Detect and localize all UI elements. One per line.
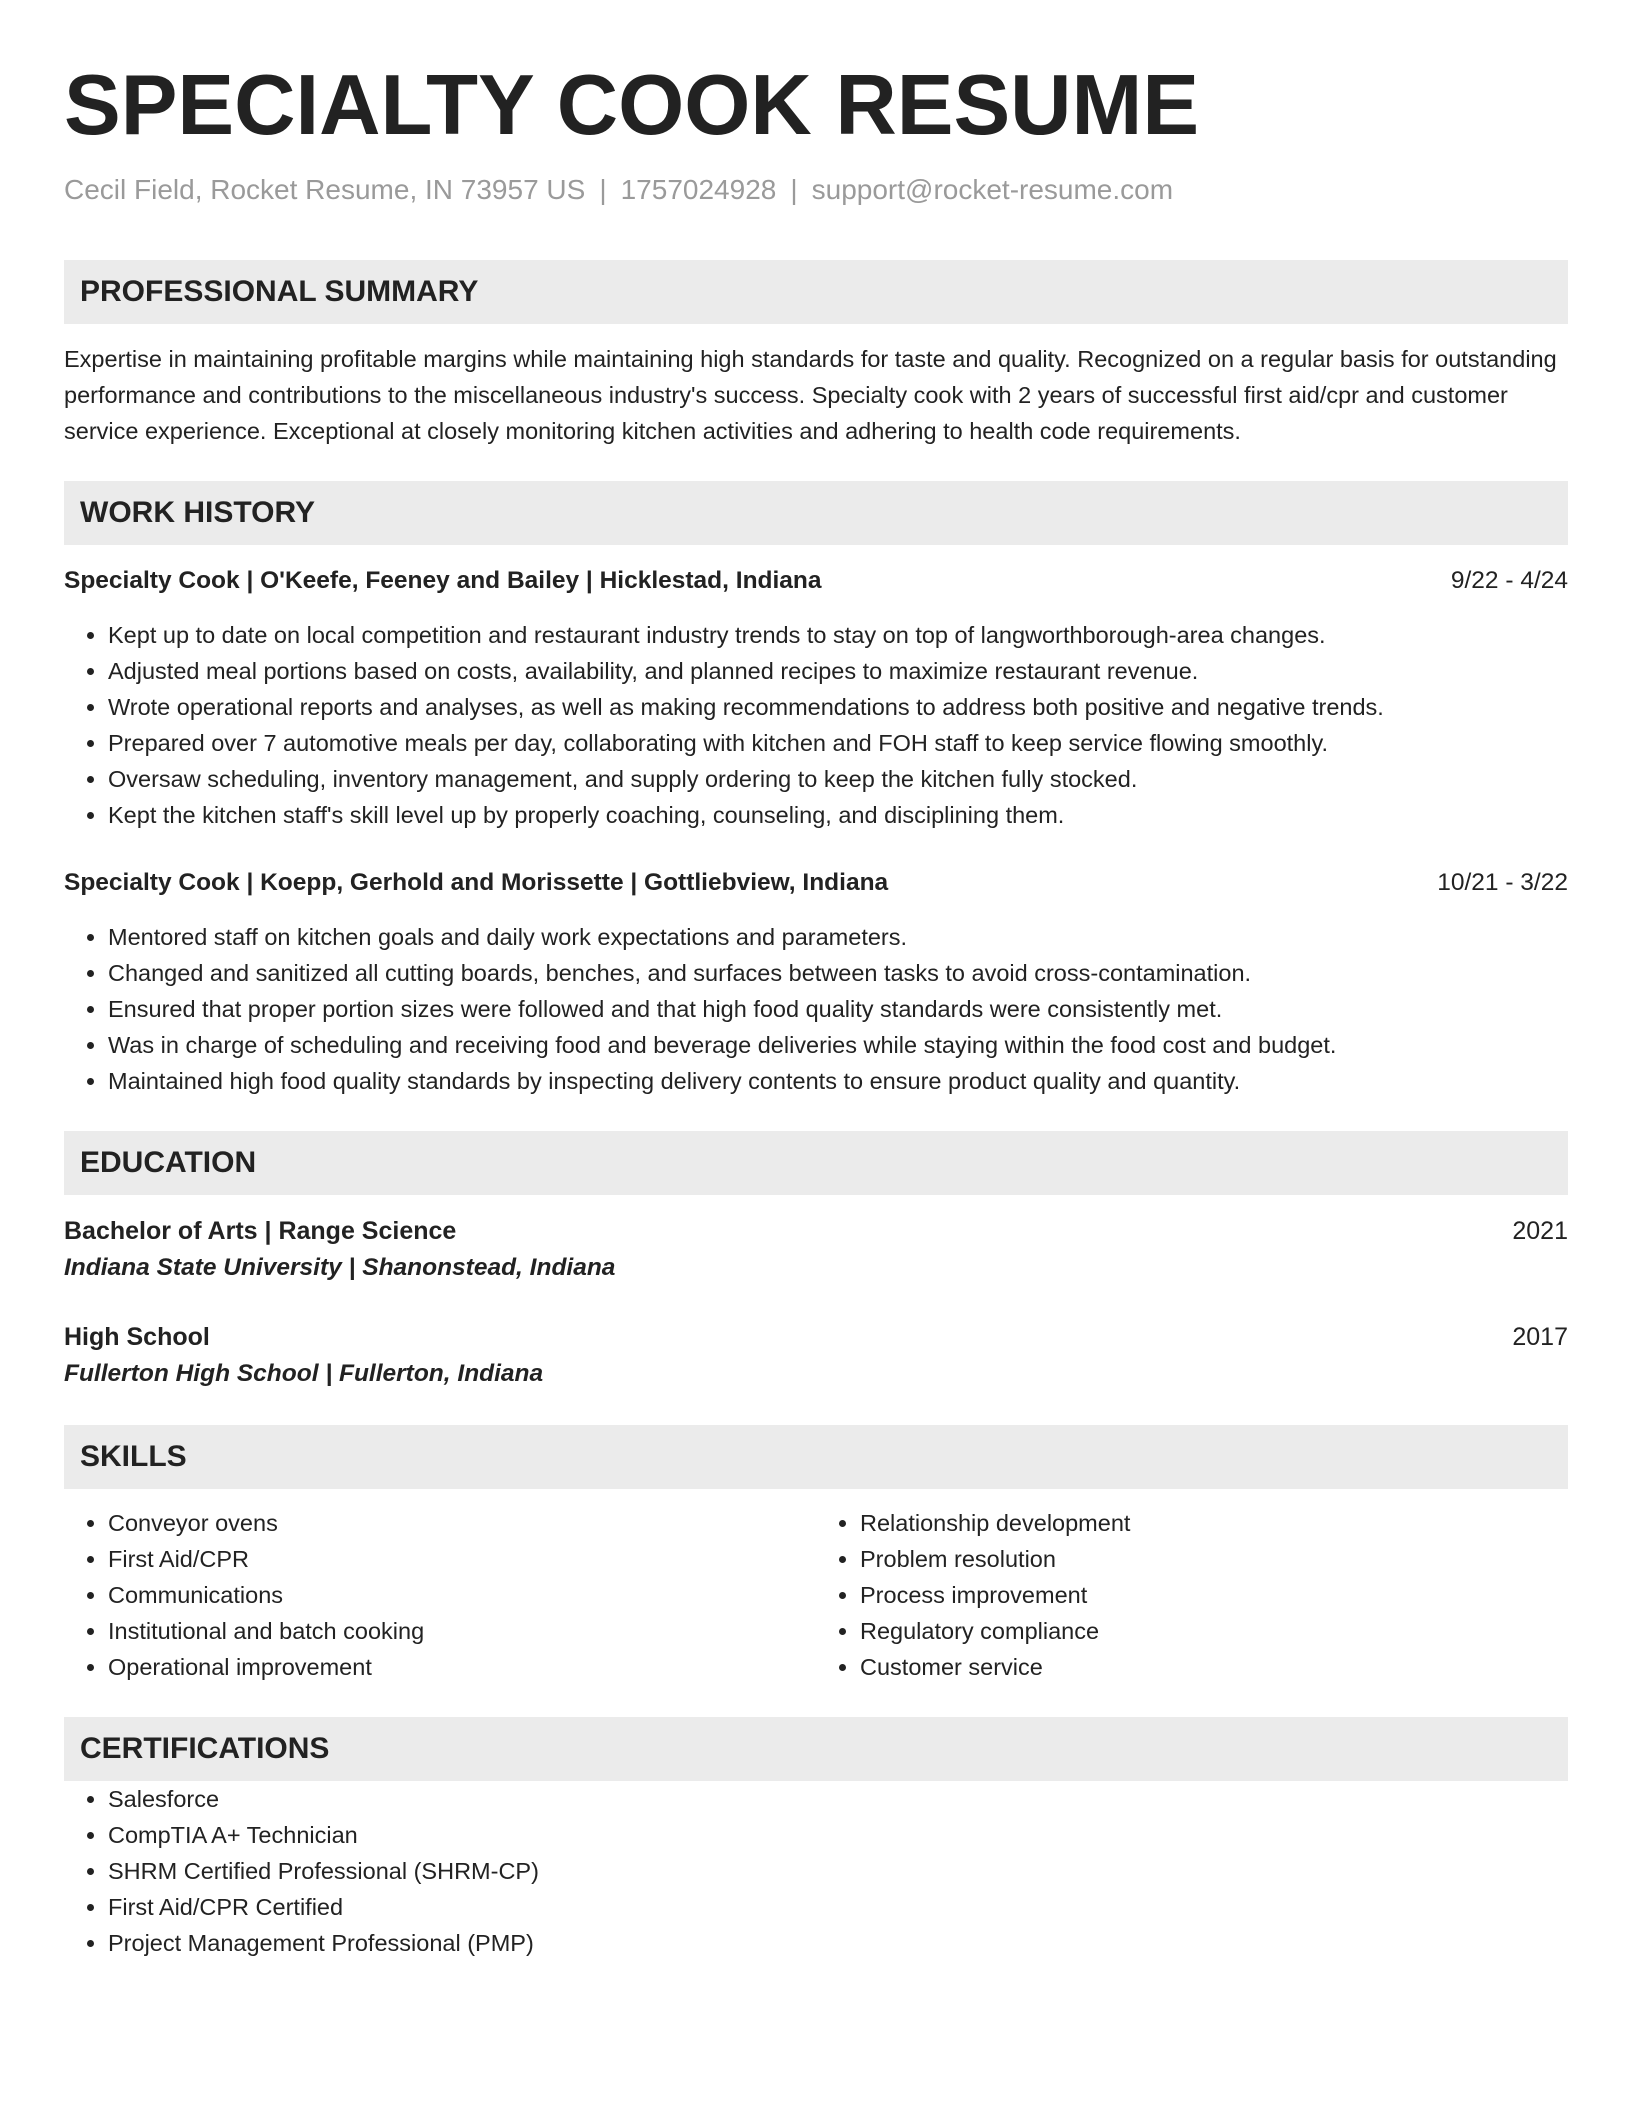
job-bullets bbox=[64, 919, 1568, 1099]
school-name: Fullerton High School | Fullerton, Indiana bbox=[64, 1360, 544, 1387]
list-item: • First Aid/CPR Certified bbox=[108, 1889, 1568, 1925]
list-item: • Kept up to date on local competition and restaurant industry trends to stay on top of langworthborough-area changes. bbox=[108, 617, 1568, 653]
list-item: • SHRM Certified Professional (SHRM-CP) bbox=[108, 1853, 1568, 1889]
certifications-list bbox=[64, 1781, 1568, 1961]
job-header bbox=[64, 865, 1568, 901]
list-item: • Communications bbox=[108, 1577, 816, 1613]
education-entry bbox=[64, 1213, 1568, 1287]
school-name: Indiana State University | Shanonstead, Indiana bbox=[64, 1254, 616, 1281]
graduation-year: 2017 bbox=[1512, 1323, 1568, 1351]
list-item: • Prepared over 7 automotive meals per day, collaborating with kitchen and FOH staff to keep service flowing smoothly. bbox=[108, 725, 1568, 761]
list-item: • Conveyor ovens bbox=[108, 1505, 816, 1541]
job-dates: 10/21 - 3/22 bbox=[1437, 869, 1568, 896]
list-item: • Relationship development bbox=[860, 1505, 1568, 1541]
summary-heading: PROFESSIONAL SUMMARY bbox=[64, 260, 1568, 324]
job-title: Specialty Cook | Koepp, Gerhold and Morissette | Gottliebview, Indiana bbox=[64, 869, 889, 896]
contact-line bbox=[64, 172, 1568, 208]
list-item: • Salesforce bbox=[108, 1781, 1568, 1817]
list-item: • Problem resolution bbox=[860, 1541, 1568, 1577]
skills-columns bbox=[64, 1505, 1568, 1685]
certifications-heading: CERTIFICATIONS bbox=[64, 1717, 1568, 1781]
summary-text: Expertise in maintaining profitable margins while maintaining high standards for taste and quality. Recognized on a regular basis for outstanding performance and contributions to the miscellaneous industry's success. Specialty cook with 2 years of successful first aid/cpr and customer service experience. Exceptional at closely monitoring kitchen activities and adhering to health code requirements. bbox=[64, 346, 1557, 444]
job-header bbox=[64, 563, 1568, 599]
degree: Bachelor of Arts | Range Science bbox=[64, 1217, 457, 1245]
contact-phone: 1757024928 bbox=[620, 174, 777, 205]
page-title: SPECIALTY COOK RESUME bbox=[64, 58, 1200, 153]
list-item: • Process improvement bbox=[860, 1577, 1568, 1613]
list-item: • Was in charge of scheduling and receiving food and beverage deliveries while staying within the food cost and budget. bbox=[108, 1027, 1568, 1063]
list-item: • Wrote operational reports and analyses, as well as making recommendations to address both positive and negative trends. bbox=[108, 689, 1568, 725]
contact-separator: | bbox=[790, 174, 798, 205]
list-item: • Mentored staff on kitchen goals and daily work expectations and parameters. bbox=[108, 919, 1568, 955]
list-item: • Oversaw scheduling, inventory management, and supply ordering to keep the kitchen fully stocked. bbox=[108, 761, 1568, 797]
contact-address: Cecil Field, Rocket Resume, IN 73957 US bbox=[64, 174, 586, 205]
job-title: Specialty Cook | O'Keefe, Feeney and Bailey | Hicklestad, Indiana bbox=[64, 567, 822, 594]
education-entry bbox=[64, 1319, 1568, 1393]
list-item: • Regulatory compliance bbox=[860, 1613, 1568, 1649]
skills-list-right bbox=[816, 1505, 1568, 1685]
contact-email: support@rocket-resume.com bbox=[811, 174, 1174, 205]
list-item: • Institutional and batch cooking bbox=[108, 1613, 816, 1649]
list-item: • Kept the kitchen staff's skill level up by properly coaching, counseling, and disciplining them. bbox=[108, 797, 1568, 833]
job-entry bbox=[64, 563, 1568, 833]
job-bullets bbox=[64, 617, 1568, 833]
list-item: • Operational improvement bbox=[108, 1649, 816, 1685]
degree: High School bbox=[64, 1323, 210, 1351]
job-entry bbox=[64, 865, 1568, 1099]
list-item: • CompTIA A+ Technician bbox=[108, 1817, 1568, 1853]
list-item: • Ensured that proper portion sizes were followed and that high food quality standards were consistently met. bbox=[108, 991, 1568, 1027]
education-header bbox=[64, 1213, 1568, 1249]
list-item: • Changed and sanitized all cutting boards, benches, and surfaces between tasks to avoid cross-contamination. bbox=[108, 955, 1568, 991]
job-dates: 9/22 - 4/24 bbox=[1450, 567, 1568, 594]
list-item: • First Aid/CPR bbox=[108, 1541, 816, 1577]
contact-separator: | bbox=[599, 174, 607, 205]
work-history-heading: WORK HISTORY bbox=[64, 481, 1568, 545]
list-item: • Adjusted meal portions based on costs, availability, and planned recipes to maximize restaurant revenue. bbox=[108, 653, 1568, 689]
list-item: • Project Management Professional (PMP) bbox=[108, 1925, 1568, 1961]
list-item: • Customer service bbox=[860, 1649, 1568, 1685]
education-heading: EDUCATION bbox=[64, 1131, 1568, 1195]
education-header bbox=[64, 1319, 1568, 1355]
skills-list-left bbox=[64, 1505, 816, 1685]
list-item: • Maintained high food quality standards by inspecting delivery contents to ensure product quality and quantity. bbox=[108, 1063, 1568, 1099]
graduation-year: 2021 bbox=[1512, 1217, 1568, 1245]
skills-heading: SKILLS bbox=[64, 1425, 1568, 1489]
